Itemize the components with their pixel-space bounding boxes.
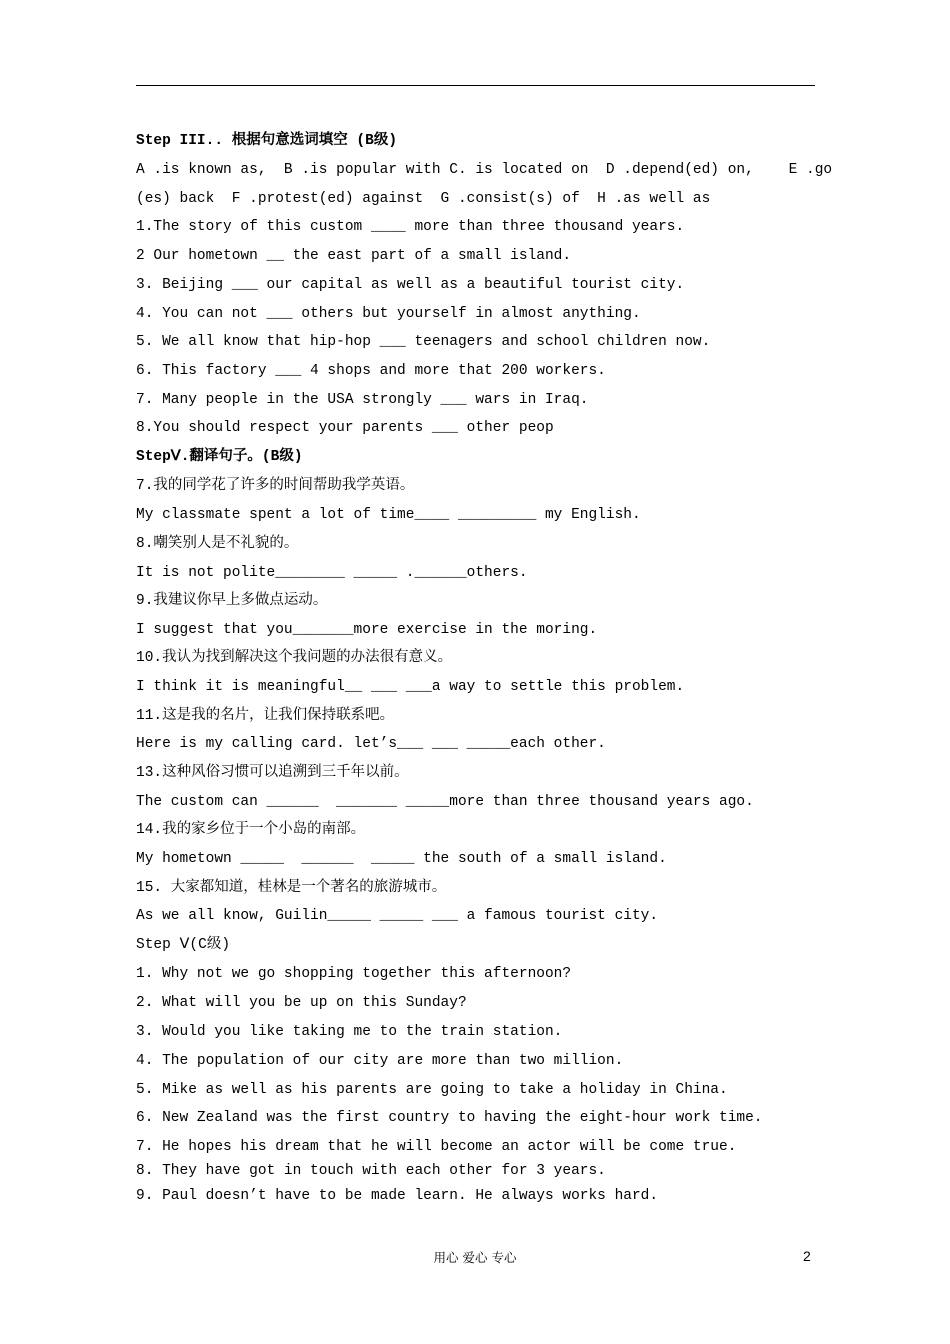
text-line: It is not polite________ _____ .______others. [136,565,528,581]
text-line: 5. We all know that hip-hop ___ teenagers and school children now. [136,334,711,350]
text-line: Step Ⅴ(C级) [136,937,231,953]
text-line: 8. They have got in touch with each other for 3 years. [136,1163,606,1179]
text-line: 15. 大家都知道，桂林是一个著名的旅游城市。 [136,880,447,896]
text-line: 7. He hopes his dream that he will become an actor will be come true. [136,1139,737,1155]
text-line: My classmate spent a lot of time____ _________ my English. [136,507,641,523]
text-line: 3. Would you like taking me to the train station. [136,1024,563,1040]
text-line: 6. New Zealand was the first country to having the eight-hour work time. [136,1110,763,1126]
text-line: My hometown _____ ______ _____ the south of a small island. [136,851,667,867]
text-line: 8.嘲笑别人是不礼貌的。 [136,536,299,552]
text-line: I think it is meaningful__ ___ ___a way to settle this problem. [136,679,685,695]
page-number: 2 [803,1248,811,1264]
text-line: 9. Paul doesn’t have to be made learn. He always works hard. [136,1188,659,1204]
text-line: 2. What will you be up on this Sunday? [136,995,467,1011]
text-line: As we all know, Guilin_____ _____ ___ a famous tourist city. [136,908,659,924]
text-line: 7. Many people in the USA strongly ___ wars in Iraq. [136,392,589,408]
text-line: 14.我的家乡位于一个小岛的南部。 [136,822,366,838]
text-line: A .is known as, B .is popular with C. is located on D .depend(ed) on, E .go [136,162,833,178]
text-line: Step III.. 根据句意选词填空 (B级) [136,133,398,149]
text-line: 11.这是我的名片，让我们保持联系吧。 [136,708,395,724]
text-line: 7.我的同学花了许多的时间帮助我学英语。 [136,478,415,494]
text-line: The custom can ______ _______ _____more than three thousand years ago. [136,794,754,810]
text-line: Here is my calling card. let’s___ ___ _____each other. [136,736,606,752]
text-line: 9.我建议你早上多做点运动。 [136,593,328,609]
text-line: 10.我认为找到解决这个我问题的办法很有意义。 [136,650,453,666]
text-line: 13.这种风俗习惯可以追溯到三千年以前。 [136,765,409,781]
text-line: 5. Mike as well as his parents are going to take a holiday in China. [136,1082,728,1098]
text-line: 1.The story of this custom ____ more than three thousand years. [136,219,685,235]
text-line: 2 Our hometown __ the east part of a small island. [136,248,572,264]
text-line: 1. Why not we go shopping together this afternoon? [136,966,572,982]
text-line: 3. Beijing ___ our capital as well as a beautiful tourist city. [136,277,685,293]
text-line: 6. This factory ___ 4 shops and more that 200 workers. [136,363,606,379]
text-line: 4. The population of our city are more than two million. [136,1053,624,1069]
text-line: 8.You should respect your parents ___ other peop [136,420,554,436]
text-line: 4. You can not ___ others but yourself in almost anything. [136,306,641,322]
text-line: (es) back F .protest(ed) against G .consist(s) of H .as well as [136,191,711,207]
header-rule [136,85,815,86]
text-line: StepⅤ.翻译句子。(B级) [136,449,303,465]
text-line: I suggest that you_______more exercise in the moring. [136,622,598,638]
footer-text: 用心 爱心 专心 [433,1250,517,1265]
